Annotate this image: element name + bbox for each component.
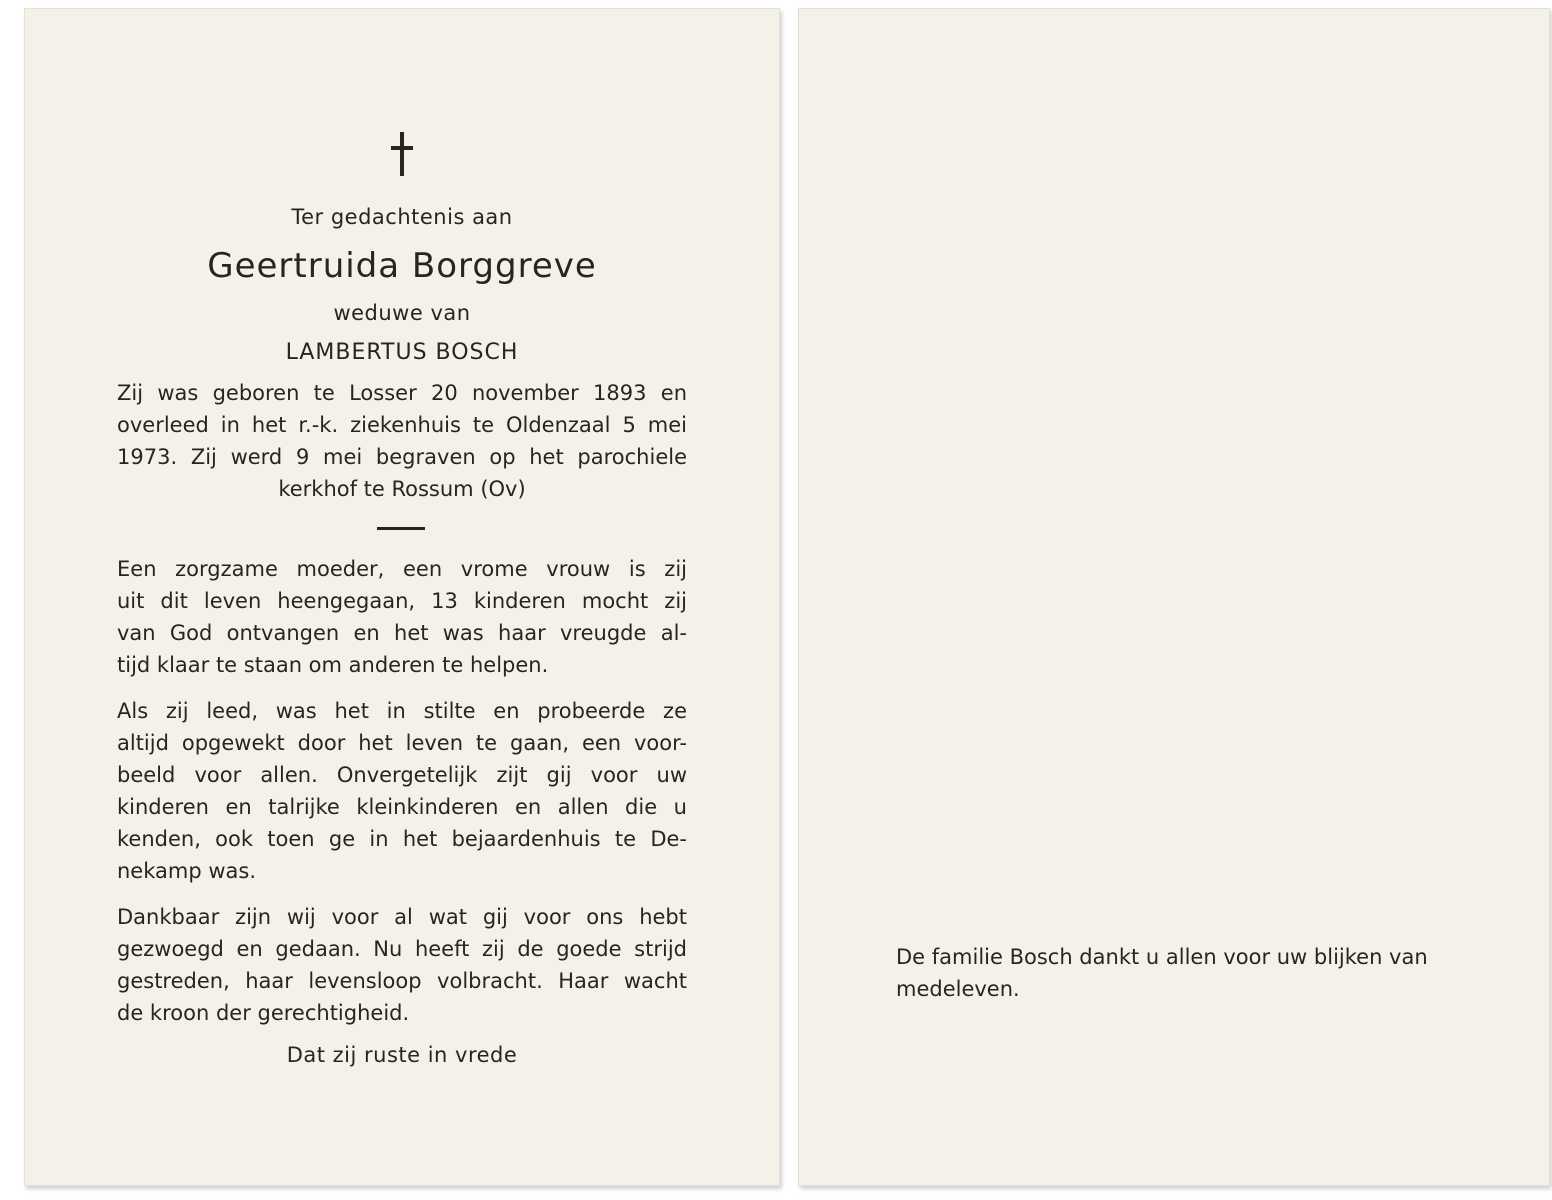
memorial-card-back (798, 8, 1550, 1186)
biography-paragraph (117, 377, 687, 505)
tribute-line: altijd opgewekt door het leven te gaan, een voor- (117, 731, 687, 755)
deceased-name: Geertruida Borggreve (207, 246, 597, 286)
tribute-line: beeld voor allen. Onvergetelijk zijt gij voor uw (117, 763, 687, 787)
tribute-line: de kroon der gerechtigheid. (117, 1001, 410, 1025)
tribute-line: uit dit leven heengegaan, 13 kinderen mocht zij (117, 589, 687, 613)
widow-of-text: weduwe van (333, 301, 471, 325)
biography-line: kerkhof te Rossum (Ov) (278, 477, 526, 501)
closing-text: Dat zij ruste in vrede (286, 1043, 518, 1067)
thanks-line: medeleven. (896, 977, 1020, 1001)
tribute-line: van God ontvangen en het was haar vreugde al- (117, 621, 687, 645)
tribute-line: tijd klaar te staan om anderen te helpen. (117, 653, 549, 677)
tribute-line: kinderen en talrijke kleinkinderen en allen die u (117, 795, 687, 819)
tribute-line: nekamp was. (117, 859, 257, 883)
thanks-paragraph (896, 941, 1496, 1005)
tribute-line: gestreden, haar levensloop volbracht. Haar wacht (117, 969, 687, 993)
tribute-line: Als zij leed, was het in stilte en probeerde ze (117, 699, 687, 723)
biography-line: 1973. Zij werd 9 mei begraven op het parochiele (117, 445, 687, 469)
tribute-paragraph-1 (117, 553, 687, 681)
biography-line: overleed in het r.-k. ziekenhuis te Oldenzaal 5 mei (117, 413, 687, 437)
tribute-line: Een zorgzame moeder, een vrome vrouw is zij (117, 557, 687, 581)
biography-line: Zij was geboren te Losser 20 november 1893 en (117, 381, 687, 405)
tribute-paragraph-3 (117, 901, 687, 1029)
husband-name: LAMBERTUS BOSCH (285, 340, 519, 365)
tribute-line: Dankbaar zijn wij voor al wat gij voor ons hebt (117, 905, 687, 929)
intro-text: Ter gedachtenis aan (291, 205, 513, 229)
thanks-line: De familie Bosch dankt u allen voor uw blijken van (896, 945, 1428, 969)
tribute-paragraph-2 (117, 695, 687, 887)
cross-icon (400, 132, 404, 176)
tribute-line: kenden, ook toen ge in het bejaardenhuis te De- (117, 827, 687, 851)
divider-rule (377, 527, 425, 530)
tribute-line: gezwoegd en gedaan. Nu heeft zij de goede strijd (117, 937, 687, 961)
memorial-card-front (24, 8, 780, 1186)
